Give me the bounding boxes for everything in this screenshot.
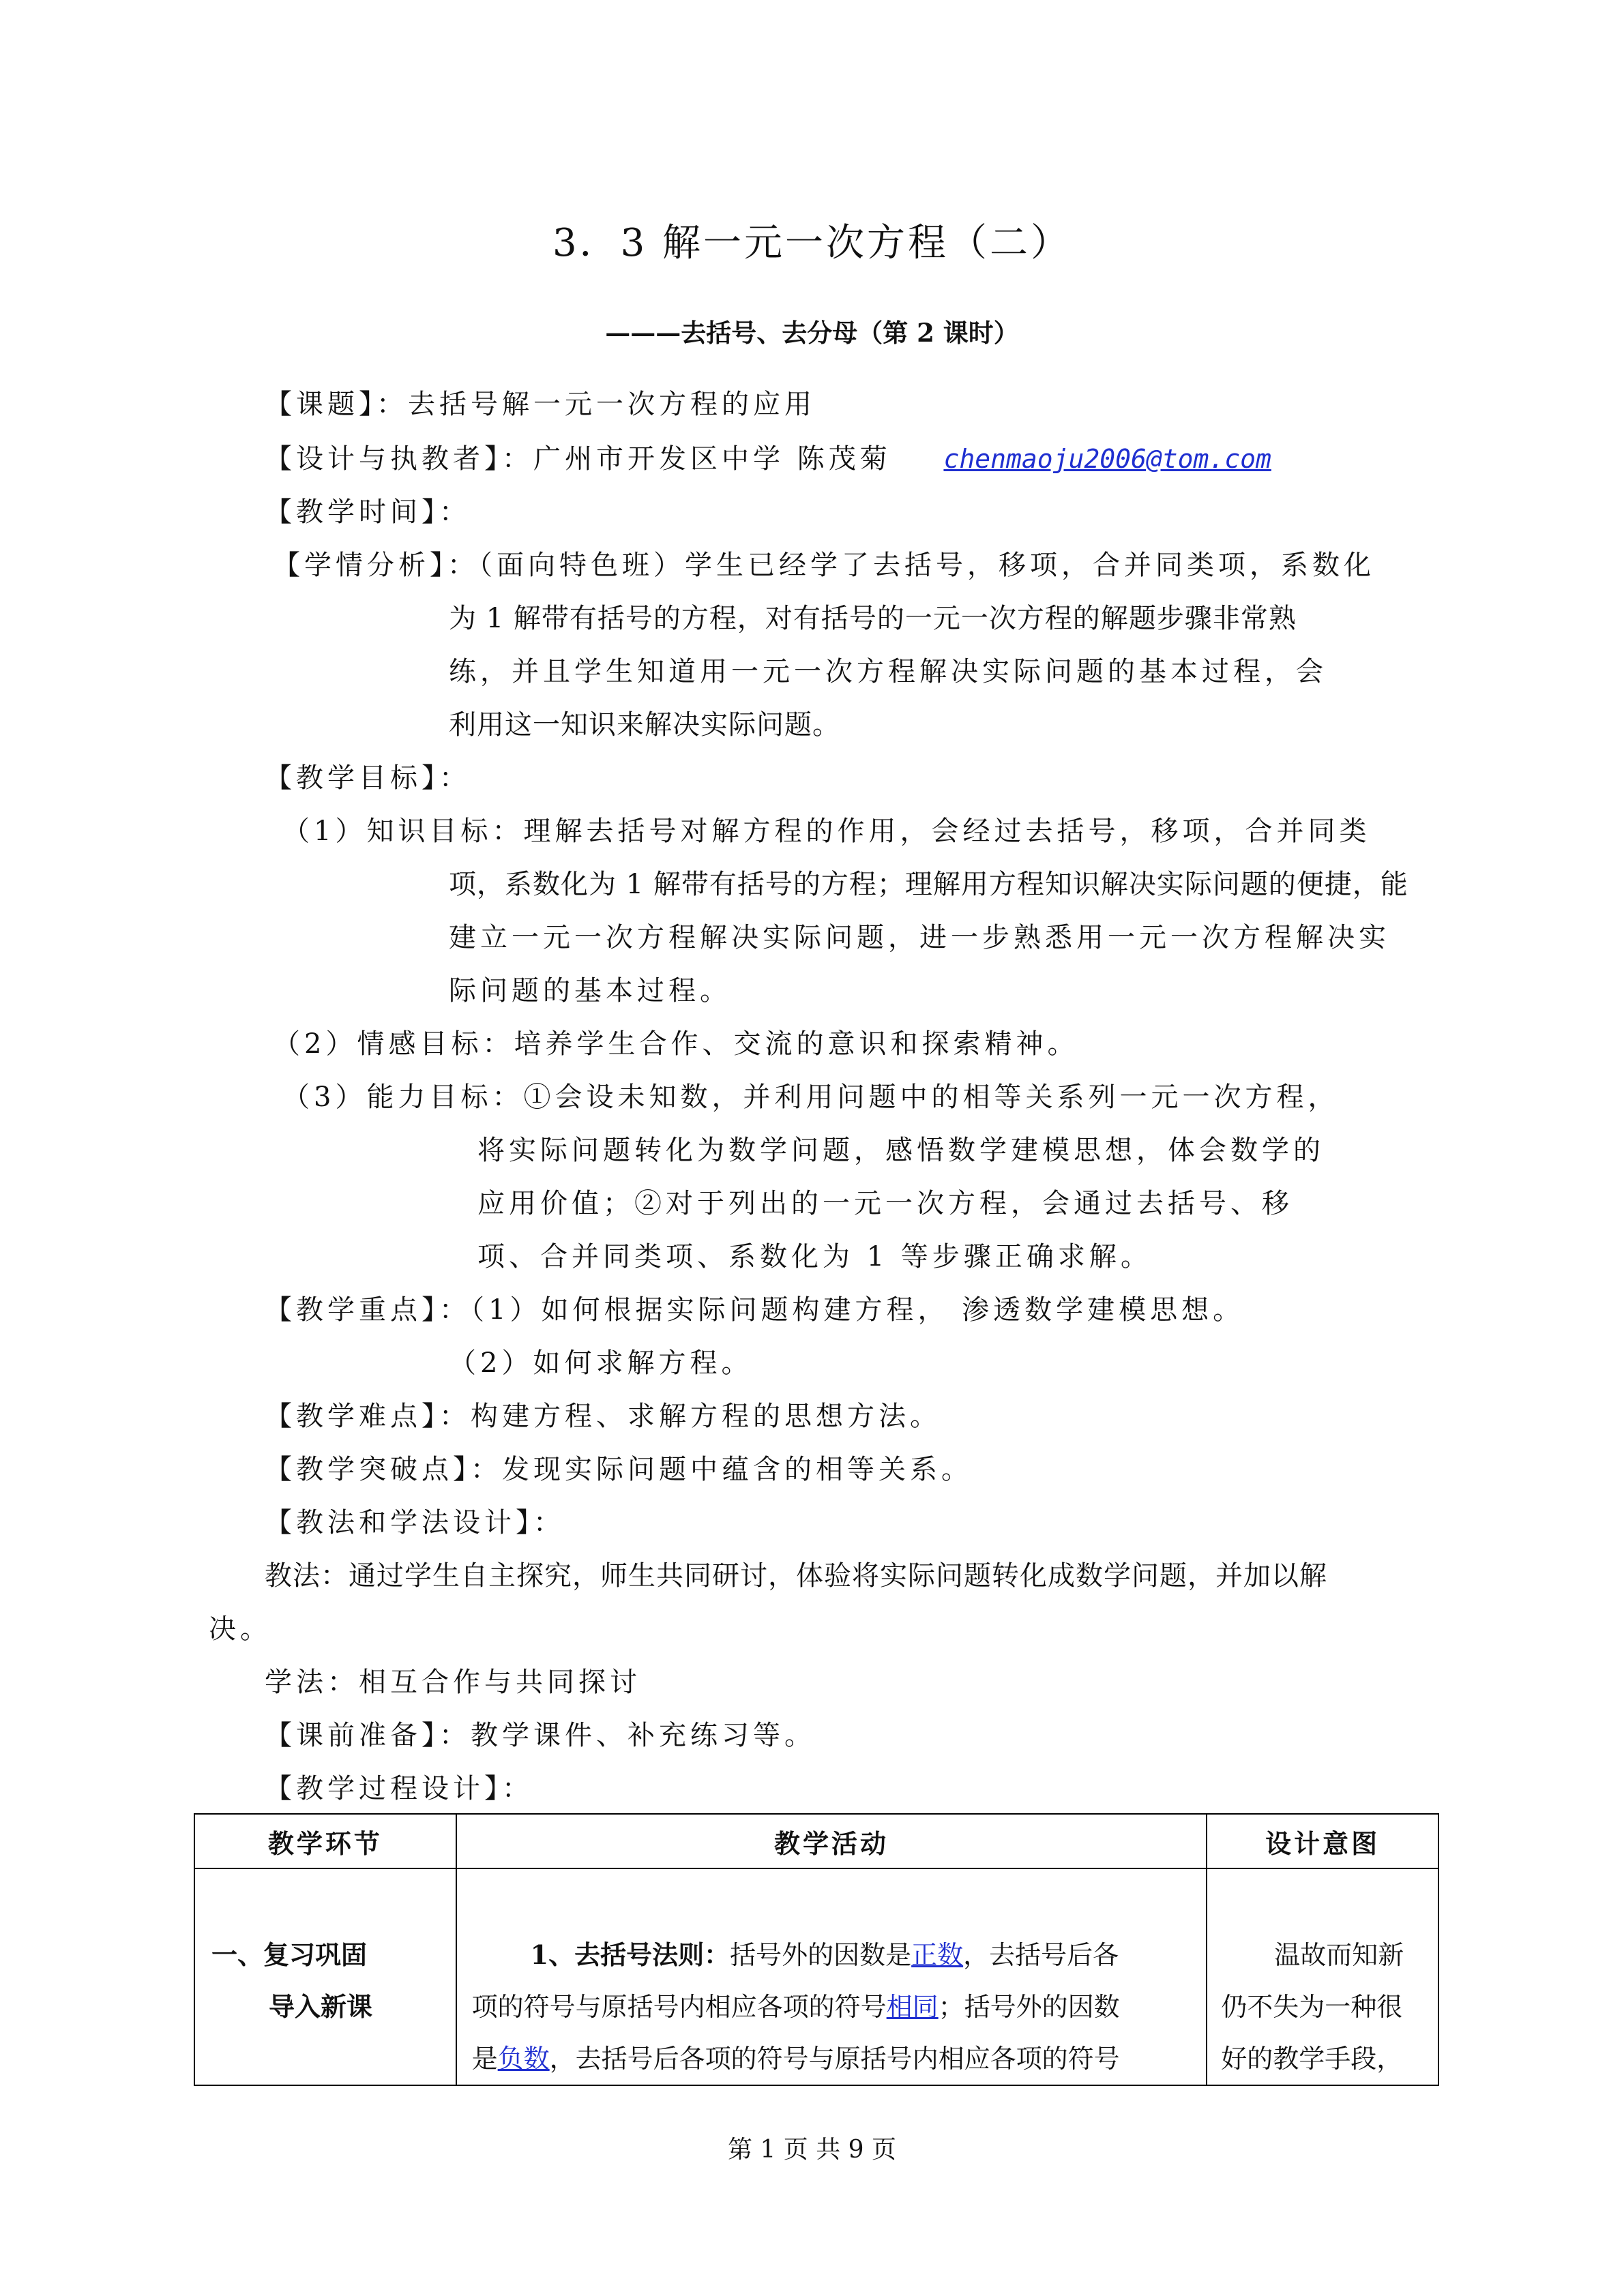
- method-heading: 【教法和学法设计】：: [265, 1507, 565, 1538]
- page-title: 3．3 解一元一次方程（二）: [552, 221, 1072, 265]
- stage-line-1: 一、复习巩固: [211, 1939, 368, 1970]
- activity-line-2: [472, 1981, 1189, 2033]
- rule-label: 1、去括号法则：: [530, 1939, 730, 1970]
- same-answer: 相同: [886, 1992, 939, 2022]
- activity-line-1: [472, 1929, 1189, 1981]
- goal3-line-2: 将实际问题转化为数学问题，感悟数学建模思想，体会数学的: [477, 1135, 1325, 1166]
- intent-cell: [1207, 1868, 1438, 2085]
- prep-line: 【课前准备】：教学课件、补充练习等。: [265, 1720, 816, 1751]
- negative-answer: 负数: [497, 2044, 550, 2074]
- analysis-line-4: 利用这一知识来解决实际问题。: [449, 709, 840, 741]
- intent-line-3: 好的教学手段，: [1221, 2044, 1403, 2074]
- activity-text-5: 是: [471, 2044, 498, 2074]
- key-line-2: （2）如何求解方程。: [449, 1347, 753, 1379]
- stage-line-2: 导入新课: [269, 1991, 373, 2022]
- stage-cell: [194, 1868, 456, 2085]
- activity-text-6: ，去括号后各项的符号与原括号内相应各项的符号: [549, 2044, 1120, 2074]
- teach-line-2: 决。: [209, 1613, 271, 1645]
- intent-line-1: 温故而知新: [1274, 1940, 1404, 1970]
- activity-line-3: [472, 2033, 1189, 2085]
- table-header-row: [194, 1814, 1438, 1868]
- activity-text-2: ，去括号后各: [963, 1940, 1119, 1970]
- analysis-line-2: 为 1 解带有括号的方程，对有括号的一元一次方程的解题步骤非常熟: [449, 603, 1297, 634]
- page-subtitle: ———去括号、去分母（第 2 课时）: [605, 318, 1019, 348]
- activity-text-4: ；括号外的因数: [938, 1992, 1120, 2022]
- email-link[interactable]: chenmaoju2006@tom.com: [943, 444, 1271, 474]
- table-row: [194, 1868, 1438, 2085]
- goals-heading: 【教学目标】：: [265, 762, 471, 794]
- designer-text: 【设计与执教者】：广州市开发区中学 陈茂菊: [265, 443, 891, 475]
- designer-line: [265, 441, 1271, 477]
- header-activity: 教学活动: [456, 1814, 1207, 1868]
- goal3-line-4: 项、合并同类项、系数化为 1 等步骤正确求解。: [477, 1241, 1152, 1272]
- positive-answer: 正数: [911, 1940, 964, 1970]
- process-heading: 【教学过程设计】：: [265, 1773, 533, 1804]
- goal1-line-1: （1）知识目标：理解去括号对解方程的作用，会经过去括号，移项，合并同类: [282, 816, 1371, 847]
- header-stage: 教学环节: [194, 1814, 456, 1868]
- intent-line-2: 仍不失为一种很: [1221, 1992, 1403, 2022]
- process-table: [194, 1813, 1439, 2086]
- goal3-line-3: 应用价值；②对于列出的一元一次方程，会通过去括号、移: [477, 1188, 1293, 1219]
- analysis-line-1: 【学情分析】：（面向特色班）学生已经学了去括号，移项，合并同类项，系数化: [273, 550, 1375, 581]
- topic-line: 【课题】：去括号解一元一次方程的应用: [265, 389, 816, 420]
- goal3-line-1: （3）能力目标：①会设未知数，并利用问题中的相等关系列一元一次方程，: [282, 1082, 1340, 1113]
- activity-text-3: 项的符号与原括号内相应各项的符号: [471, 1992, 887, 2022]
- goal1-line-4: 际问题的基本过程。: [449, 975, 731, 1007]
- activity-text-1: 括号外的因数是: [730, 1940, 912, 1970]
- analysis-line-3: 练，并且学生知道用一元一次方程解决实际问题的基本过程，会: [449, 656, 1327, 687]
- difficulty-line: 【教学难点】：构建方程、求解方程的思想方法。: [265, 1401, 941, 1432]
- goal2-line: （2）情感目标：培养学生合作、交流的意识和探索精神。: [273, 1028, 1079, 1060]
- key-line-1: 【教学重点】：（1）如何根据实际问题构建方程， 渗透数学建模思想。: [265, 1294, 1245, 1326]
- time-line: 【教学时间】：: [265, 496, 471, 528]
- activity-cell: [456, 1868, 1207, 2085]
- goal1-line-3: 建立一元一次方程解决实际问题，进一步熟悉用一元一次方程解决实: [449, 922, 1390, 953]
- header-intent: 设计意图: [1207, 1814, 1438, 1868]
- teach-line-1: 教法：通过学生自主探究，师生共同研讨，体验将实际问题转化成数学问题，并加以解: [265, 1560, 1327, 1592]
- page-footer: 第 1 页 共 9 页: [727, 2136, 897, 2164]
- learn-line: 学法：相互合作与共同探讨: [265, 1667, 641, 1698]
- goal1-line-2: 项，系数化为 1 解带有括号的方程；理解用方程知识解决实际问题的便捷，能: [449, 869, 1408, 900]
- breakthrough-line: 【教学突破点】：发现实际问题中蕴含的相等关系。: [265, 1454, 973, 1485]
